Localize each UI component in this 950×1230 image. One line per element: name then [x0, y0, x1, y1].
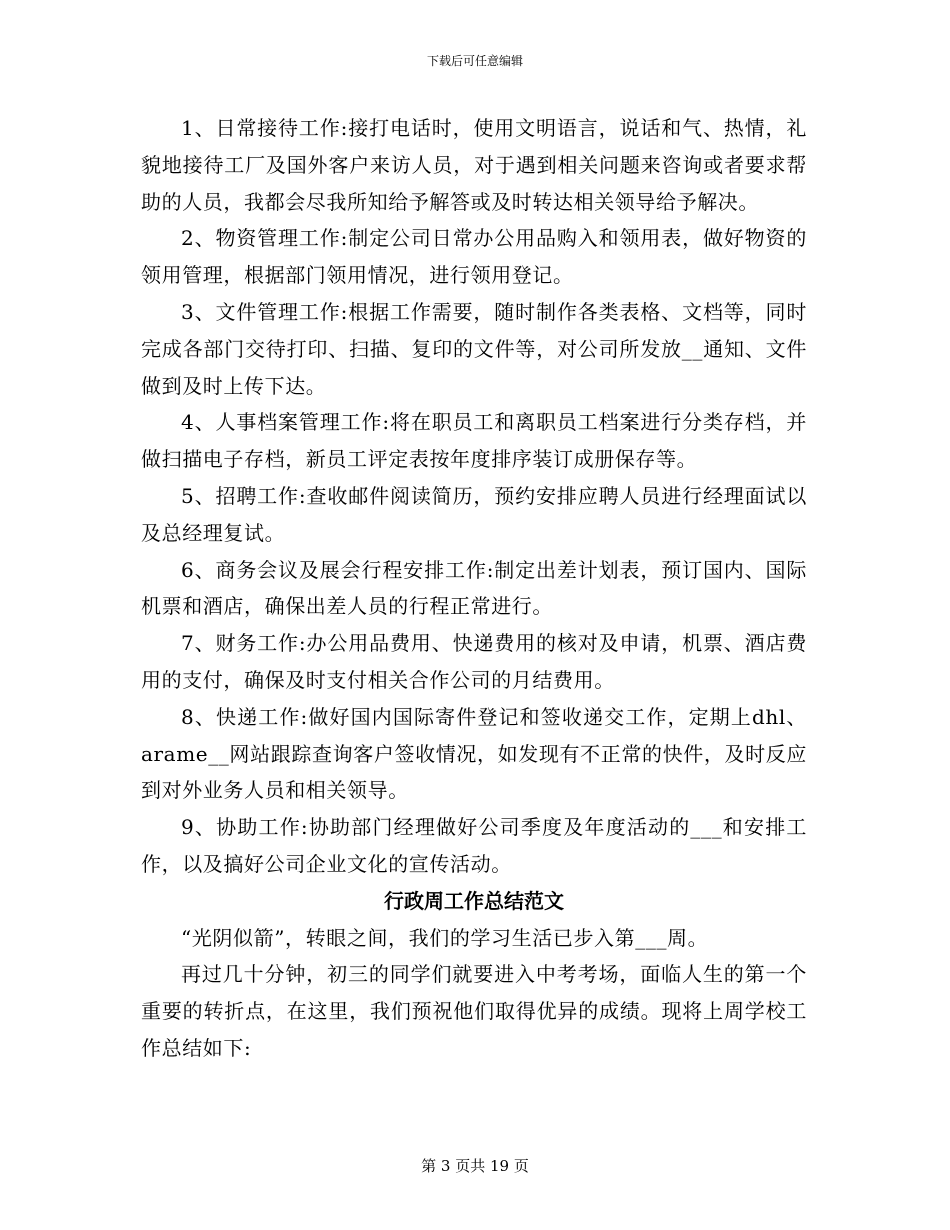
paragraph-4: 4、人事档案管理工作:将在职员工和离职员工档案进行分类存档，并做扫描电子存档，新员工评定表按年度排序装订成册保存等。: [141, 410, 807, 472]
page-header: 下载后可任意编辑: [426, 54, 523, 68]
paragraph-3: 3、文件管理工作:根据工作需要，随时制作各类表格、文档等，同时完成各部门交待打印、扫描、复印的文件等，对公司所发放__通知、文件做到及时上传下达。: [141, 299, 807, 398]
paragraph-5: 5、招聘工作:查收邮件阅读简历，预约安排应聘人员进行经理面试以及总经理复试。: [141, 483, 807, 545]
paragraph-9: 9、协助工作:协助部门经理做好公司季度及年度活动的___和安排工作，以及搞好公司企业文化的宣传活动。: [141, 815, 807, 876]
paragraph-7: 7、财务工作:办公用品费用、快递费用的核对及申请，机票、酒店费用的支付，确保及时支付相关合作公司的月结费用。: [141, 631, 807, 692]
section-title: 行政周工作总结范文: [384, 888, 564, 913]
paragraph-summary: 再过几十分钟，初三的同学们就要进入中考考场，面临人生的第一个重要的转折点，在这里，我们预祝他们取得优异的成绩。现将上周学校工作总结如下:: [141, 962, 807, 1060]
paragraph-8: 8、快递工作:做好国内国际寄件登记和签收递交工作，定期上dhl、arame__网站跟踪查询客户签收情况，如发现有不正常的快件，及时反应到对外业务人员和相关领导。: [141, 704, 807, 803]
paragraph-intro: “光阴似箭”，转眼之间，我们的学习生活已步入第___周。: [181, 925, 709, 950]
paragraph-2: 2、物资管理工作:制定公司日常办公用品购入和领用表，做好物资的领用管理，根据部门领用情况，进行领用登记。: [141, 226, 807, 288]
paragraph-6: 6、商务会议及展会行程安排工作:制定出差计划表，预订国内、国际机票和酒店，确保出差人员的行程正常进行。: [141, 557, 807, 619]
paragraph-1: 1、日常接待工作:接打电话时，使用文明语言，说话和气、热情，礼貌地接待工厂及国外客户来访人员，对于遇到相关问题来咨询或者要求帮助的人员，我都会尽我所知给予解答或及时转达相关领导给予解决。: [141, 116, 807, 214]
page-footer: 第 3 页共 19 页: [421, 1157, 529, 1175]
document-body: [141, 110, 807, 1067]
